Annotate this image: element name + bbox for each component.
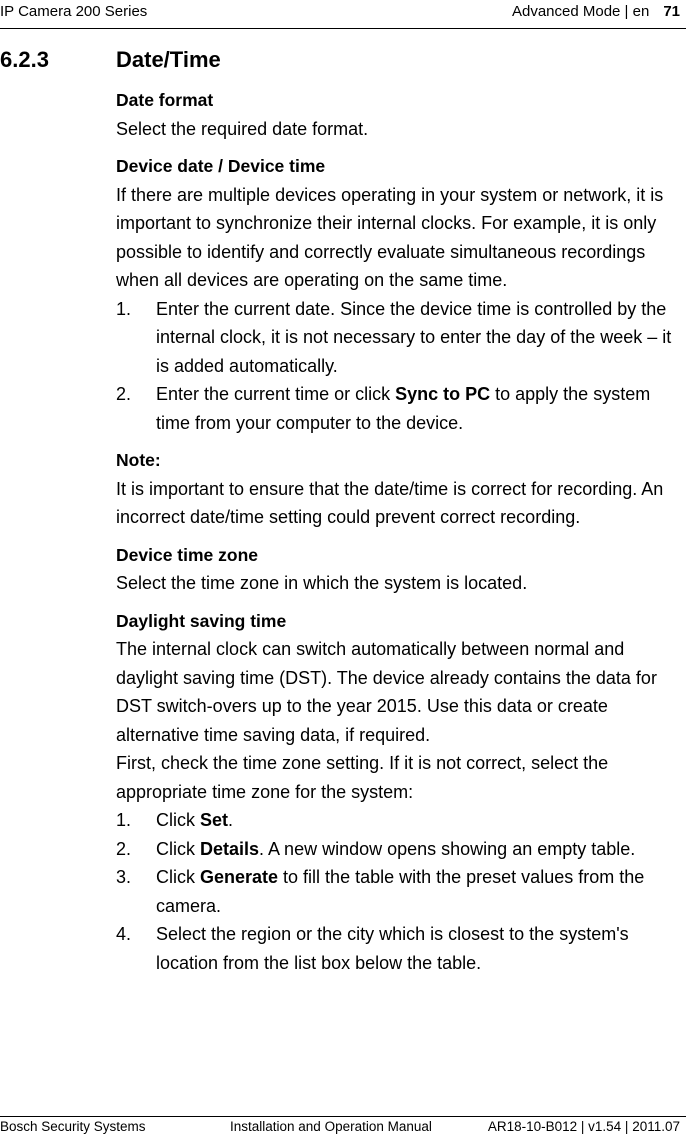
step-number: 3. [116, 867, 132, 887]
list-item [116, 863, 686, 920]
page-number: 71 [663, 3, 680, 20]
step-bold: Details [200, 838, 260, 859]
step-number: 1. [116, 298, 132, 319]
step-text: . A new window opens showing an empty table. [259, 838, 636, 859]
time-zone-heading: Device time zone [116, 544, 258, 565]
step-number: 2. [116, 838, 132, 859]
section-name: Date/Time [116, 47, 221, 72]
step-text: to fill the table with the preset values from the camera. [156, 867, 645, 916]
step-number: 4. [116, 924, 132, 944]
footer-company: Bosch Security Systems [0, 1119, 146, 1134]
dst-text-1: The internal clock can switch automatically between normal and daylight saving time (DST). The device already contains the data for DST switch-overs up to the year 2015. Use this data or create alternative time saving data, if required. [116, 639, 657, 745]
step-bold: Generate [200, 867, 279, 887]
step-text: Enter the current time or click [156, 384, 396, 404]
step-bold: Set [200, 810, 229, 830]
step-text: to apply the system time from your computer to the device. [156, 384, 651, 433]
section-number: 6.2.3 [0, 47, 49, 72]
list-item [116, 835, 686, 864]
note-heading: Note: [116, 450, 161, 470]
page-footer [0, 1116, 686, 1137]
device-date-steps [116, 295, 686, 438]
step-text: Click [156, 867, 200, 887]
step-number: 2. [116, 384, 132, 404]
step-bold: Sync to PC [395, 384, 491, 404]
step-number: 1. [116, 810, 132, 830]
step-text: Enter the current date. Since the device time is controlled by the internal clock, it is not necessary to enter the day of the week – it is added automatically. [156, 298, 672, 376]
note-text: It is important to ensure that the date/time is correct for recording. An incorrect date/time setting could prevent correct recording. [116, 478, 664, 527]
footer-doc-type: Installation and Operation Manual [230, 1119, 432, 1134]
date-format-text: Select the required date format. [116, 118, 369, 139]
list-item [116, 380, 686, 437]
dst-text-2: First, check the time zone setting. If it is not correct, select the appropriate time zone for the system: [116, 753, 609, 802]
header-section: Advanced Mode | en [511, 3, 650, 20]
step-text: . [228, 810, 234, 830]
time-zone-text: Select the time zone in which the system is located. [116, 573, 528, 593]
step-text: Click [156, 810, 200, 830]
header-right [512, 0, 680, 24]
header-product: IP Camera 200 Series [0, 3, 148, 20]
date-format-heading: Date format [116, 90, 214, 110]
device-date-text: If there are multiple devices operating in your system or network, it is important to synchronize their internal clocks. For example, it is only possible to identify and correctly evaluate simultaneous recordings when all devices are operating on the same time. [116, 184, 664, 290]
dst-steps [116, 806, 686, 977]
footer-doc-id: AR18-10-B012 | v1.54 | 2011.07 [487, 1119, 680, 1134]
page-header [0, 0, 686, 29]
dst-heading: Daylight saving time [116, 610, 287, 631]
step-text: Click [156, 838, 200, 859]
document-body [116, 86, 686, 977]
step-text: Select the region or the city which is closest to the system's location from the list box below the table. [156, 924, 629, 973]
device-date-heading: Device date / Device time [116, 156, 326, 176]
list-item [116, 806, 686, 835]
list-item [116, 920, 686, 977]
list-item [116, 295, 686, 381]
